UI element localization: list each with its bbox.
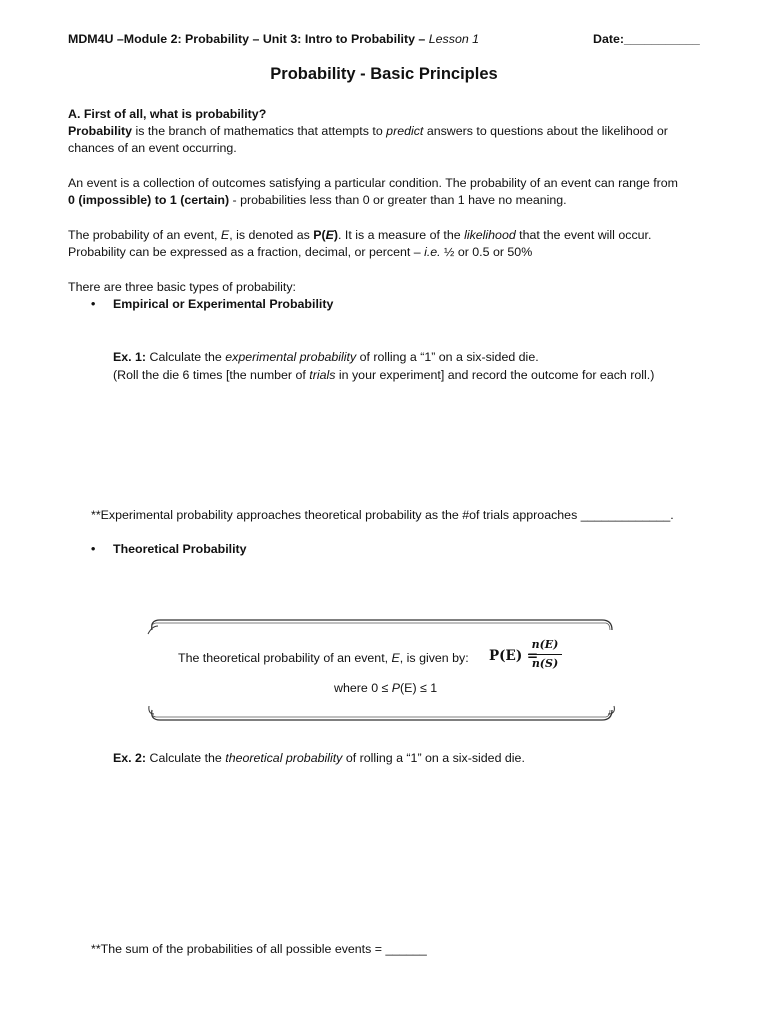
pe-l2-text-a: Probability can be expressed as a fraction, decimal, or percent –	[68, 245, 425, 259]
def-part2: answers to questions about the likelihood or	[423, 124, 668, 138]
formula-statement	[178, 650, 469, 667]
formula-text-a: The theoretical probability of an event,	[178, 651, 392, 665]
constraint-p: P	[391, 681, 401, 695]
unit-label: – Unit 3: Intro to Probability –	[252, 32, 426, 46]
pe-line1	[68, 227, 651, 244]
ex2-text-b: of rolling a “1” on a six-sided die.	[342, 751, 525, 765]
fraction-numerator: n(E)	[531, 638, 559, 651]
pe-text-a: The probability of an event,	[68, 228, 221, 242]
ex1-l2-b: in your experiment] and record the outcome for each roll.)	[335, 368, 655, 382]
header-line	[68, 31, 479, 48]
pe-text-b: , is denoted as	[229, 228, 314, 242]
range-bold: 0 (impossible) to 1 (certain)	[68, 193, 230, 207]
pe-l2-text-b: ½ or 0.5 or 50%	[440, 245, 533, 259]
ex1-text-a: Calculate the	[146, 350, 226, 364]
pe-text-d: that the event will occur.	[515, 228, 652, 242]
ex2-label: Ex. 2:	[113, 751, 147, 765]
pe-notation-close: )	[333, 228, 339, 242]
pe-notation-e: E	[325, 228, 334, 242]
formula-text-b: , is given by:	[399, 651, 469, 665]
def-predict: predict	[386, 124, 424, 138]
empirical-heading: Empirical or Experimental Probability	[113, 297, 334, 311]
pe-notation-open: P(	[313, 228, 326, 242]
pe-likelihood: likelihood	[464, 228, 516, 242]
pe-formula-label: P(E) =	[489, 648, 539, 664]
bullet-icon: •	[91, 542, 96, 556]
ex1-line1	[113, 349, 539, 366]
constraint-a: where 0 ≤	[334, 681, 392, 695]
ex2-line	[113, 750, 525, 767]
ex2-text-a: Calculate the	[146, 751, 226, 765]
section-a-heading: A. First of all, what is probability?	[68, 107, 267, 121]
event-line1: An event is a collection of outcomes satisfying a particular condition. The probability of an event can range from	[68, 176, 679, 190]
note-experimental: **Experimental probability approaches theoretical probability as the #of trials approaches _____________.	[91, 508, 674, 522]
page-title: Probability - Basic Principles	[270, 65, 498, 83]
course-label: MDM4U –Module 2: Probability	[68, 32, 250, 46]
fraction-bar	[528, 654, 562, 655]
probability-definition-line2: chances of an event occurring.	[68, 141, 237, 155]
date-field: Date:___________	[593, 32, 700, 46]
pe-ie: i.e.	[424, 245, 441, 259]
fraction-denominator: n(S)	[531, 657, 559, 670]
pe-e-var: E	[220, 228, 230, 242]
range-rest: - probabilities less than 0 or greater than 1 have no meaning.	[229, 193, 567, 207]
formula-fraction	[528, 638, 562, 671]
pe-line2	[68, 244, 532, 261]
def-part1: is the branch of mathematics that attempts to	[132, 124, 387, 138]
lesson-label: Lesson 1	[428, 32, 480, 46]
ex1-line2	[113, 367, 654, 384]
def-term: Probability	[68, 124, 133, 138]
bullet-icon: •	[91, 297, 96, 311]
constraint-b: ≤ 1	[416, 681, 438, 695]
ex1-l2-a: (Roll the die 6 times [the number of	[113, 368, 310, 382]
probability-definition-line1	[68, 123, 668, 140]
theoretical-heading: Theoretical Probability	[113, 542, 247, 556]
ex1-text-b: of rolling a “1” on a six-sided die.	[356, 350, 539, 364]
ex1-term: experimental probability	[225, 350, 357, 364]
constraint-e: (E)	[400, 681, 417, 695]
formula-constraint	[334, 680, 437, 697]
event-line2	[68, 192, 567, 209]
types-intro: There are three basic types of probability:	[68, 280, 296, 294]
ex2-term: theoretical probability	[225, 751, 343, 765]
formula-e-var: E	[391, 651, 400, 665]
ex1-trials: trials	[309, 368, 336, 382]
ex1-label: Ex. 1:	[113, 350, 147, 364]
note-sum: **The sum of the probabilities of all possible events = ______	[91, 942, 427, 956]
pe-text-c: . It is a measure of the	[338, 228, 465, 242]
